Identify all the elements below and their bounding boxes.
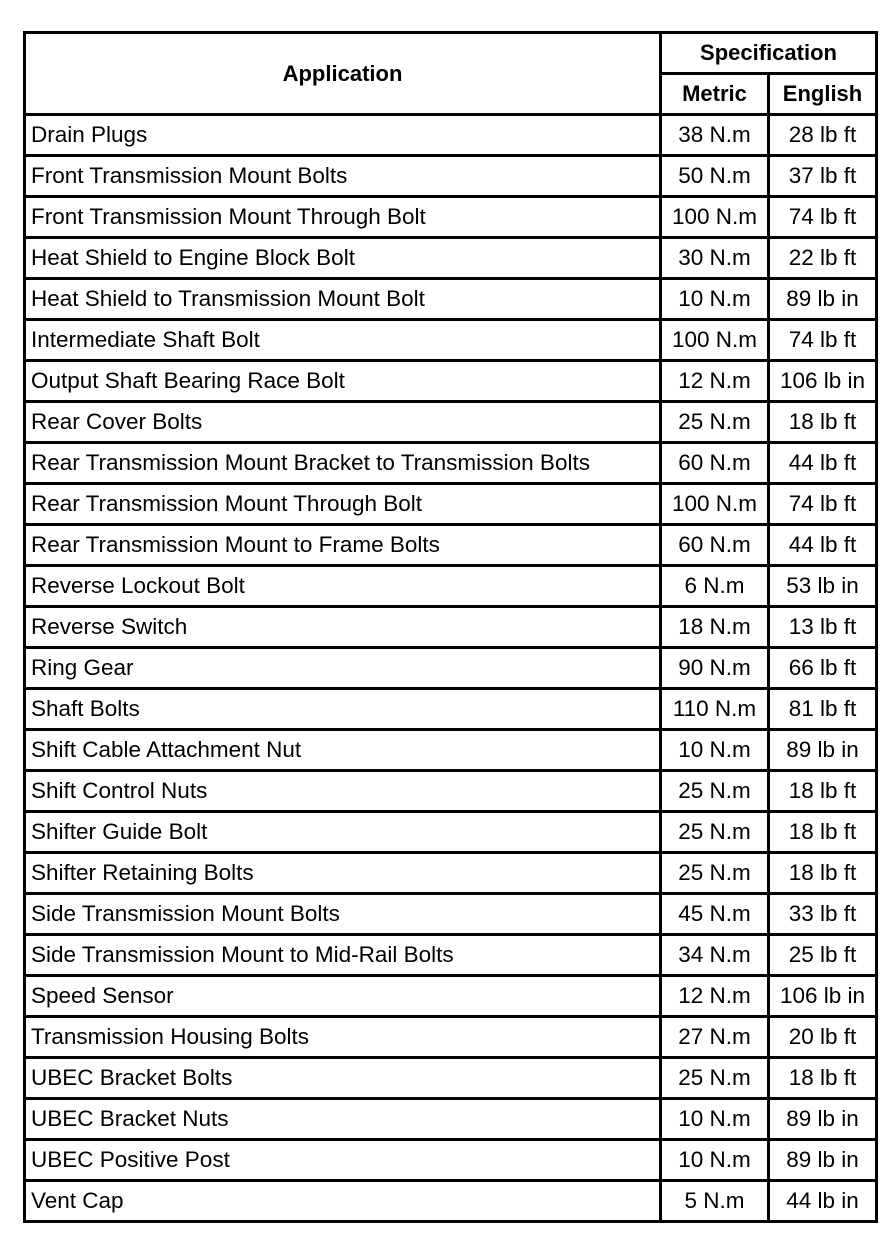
english-value-cell: 18 lb ft xyxy=(769,771,877,812)
application-cell: Drain Plugs xyxy=(25,115,661,156)
english-value-cell: 74 lb ft xyxy=(769,197,877,238)
english-value-cell: 74 lb ft xyxy=(769,320,877,361)
english-value-cell: 25 lb ft xyxy=(769,935,877,976)
english-value-cell: 33 lb ft xyxy=(769,894,877,935)
english-value-cell: 89 lb in xyxy=(769,730,877,771)
metric-value-cell: 38 N.m xyxy=(661,115,769,156)
english-value-cell: 44 lb in xyxy=(769,1181,877,1222)
application-cell: Heat Shield to Engine Block Bolt xyxy=(25,238,661,279)
application-cell: Vent Cap xyxy=(25,1181,661,1222)
metric-value-cell: 100 N.m xyxy=(661,484,769,525)
table-row xyxy=(25,812,877,853)
metric-value-cell: 6 N.m xyxy=(661,566,769,607)
metric-value-cell: 60 N.m xyxy=(661,525,769,566)
metric-value-cell: 25 N.m xyxy=(661,402,769,443)
metric-value-cell: 25 N.m xyxy=(661,1058,769,1099)
english-value-cell: 13 lb ft xyxy=(769,607,877,648)
table-header xyxy=(25,33,877,115)
metric-value-cell: 12 N.m xyxy=(661,361,769,402)
metric-value-cell: 34 N.m xyxy=(661,935,769,976)
table-body xyxy=(25,115,877,1222)
metric-value-cell: 45 N.m xyxy=(661,894,769,935)
application-cell: Reverse Lockout Bolt xyxy=(25,566,661,607)
application-cell: Heat Shield to Transmission Mount Bolt xyxy=(25,279,661,320)
table-row xyxy=(25,1181,877,1222)
english-value-cell: 37 lb ft xyxy=(769,156,877,197)
english-value-cell: 89 lb in xyxy=(769,279,877,320)
table-row xyxy=(25,1140,877,1181)
table-row xyxy=(25,197,877,238)
application-cell: Front Transmission Mount Bolts xyxy=(25,156,661,197)
english-value-cell: 106 lb in xyxy=(769,976,877,1017)
table-row xyxy=(25,1058,877,1099)
application-cell: Shifter Retaining Bolts xyxy=(25,853,661,894)
table-row xyxy=(25,607,877,648)
application-cell: Front Transmission Mount Through Bolt xyxy=(25,197,661,238)
english-header: English xyxy=(769,74,877,115)
application-cell: Reverse Switch xyxy=(25,607,661,648)
table-row xyxy=(25,771,877,812)
table-row xyxy=(25,238,877,279)
english-value-cell: 18 lb ft xyxy=(769,853,877,894)
metric-value-cell: 110 N.m xyxy=(661,689,769,730)
metric-value-cell: 10 N.m xyxy=(661,1099,769,1140)
english-value-cell: 44 lb ft xyxy=(769,443,877,484)
english-value-cell: 44 lb ft xyxy=(769,525,877,566)
application-cell: Ring Gear xyxy=(25,648,661,689)
metric-value-cell: 5 N.m xyxy=(661,1181,769,1222)
application-cell: Rear Transmission Mount Bracket to Transmission Bolts xyxy=(25,443,661,484)
english-value-cell: 66 lb ft xyxy=(769,648,877,689)
metric-value-cell: 10 N.m xyxy=(661,1140,769,1181)
table-row xyxy=(25,525,877,566)
application-cell: Output Shaft Bearing Race Bolt xyxy=(25,361,661,402)
fastener-specification-table xyxy=(23,31,878,1223)
table-row xyxy=(25,648,877,689)
metric-value-cell: 10 N.m xyxy=(661,279,769,320)
table-row xyxy=(25,484,877,525)
english-value-cell: 89 lb in xyxy=(769,1140,877,1181)
metric-value-cell: 25 N.m xyxy=(661,812,769,853)
table-row xyxy=(25,730,877,771)
table-row xyxy=(25,320,877,361)
english-value-cell: 22 lb ft xyxy=(769,238,877,279)
application-cell: Shift Cable Attachment Nut xyxy=(25,730,661,771)
english-value-cell: 53 lb in xyxy=(769,566,877,607)
application-cell: UBEC Bracket Nuts xyxy=(25,1099,661,1140)
metric-value-cell: 60 N.m xyxy=(661,443,769,484)
application-cell: UBEC Bracket Bolts xyxy=(25,1058,661,1099)
table-row xyxy=(25,361,877,402)
metric-value-cell: 18 N.m xyxy=(661,607,769,648)
application-cell: UBEC Positive Post xyxy=(25,1140,661,1181)
table-row xyxy=(25,566,877,607)
application-cell: Rear Transmission Mount Through Bolt xyxy=(25,484,661,525)
table-row xyxy=(25,115,877,156)
metric-value-cell: 90 N.m xyxy=(661,648,769,689)
english-value-cell: 81 lb ft xyxy=(769,689,877,730)
table-row xyxy=(25,1017,877,1058)
metric-value-cell: 25 N.m xyxy=(661,853,769,894)
english-value-cell: 18 lb ft xyxy=(769,402,877,443)
english-value-cell: 89 lb in xyxy=(769,1099,877,1140)
table-row xyxy=(25,935,877,976)
table-row xyxy=(25,976,877,1017)
application-cell: Shifter Guide Bolt xyxy=(25,812,661,853)
specification-header: Specification xyxy=(661,33,877,74)
table-row xyxy=(25,279,877,320)
english-value-cell: 18 lb ft xyxy=(769,812,877,853)
table-row xyxy=(25,894,877,935)
metric-value-cell: 100 N.m xyxy=(661,320,769,361)
application-header: Application xyxy=(25,33,661,115)
application-cell: Speed Sensor xyxy=(25,976,661,1017)
application-cell: Side Transmission Mount to Mid-Rail Bolts xyxy=(25,935,661,976)
english-value-cell: 18 lb ft xyxy=(769,1058,877,1099)
application-cell: Rear Cover Bolts xyxy=(25,402,661,443)
application-cell: Shift Control Nuts xyxy=(25,771,661,812)
metric-value-cell: 100 N.m xyxy=(661,197,769,238)
metric-value-cell: 25 N.m xyxy=(661,771,769,812)
table-row xyxy=(25,689,877,730)
application-cell: Side Transmission Mount Bolts xyxy=(25,894,661,935)
metric-value-cell: 10 N.m xyxy=(661,730,769,771)
table-row xyxy=(25,1099,877,1140)
table-row xyxy=(25,443,877,484)
metric-value-cell: 30 N.m xyxy=(661,238,769,279)
metric-value-cell: 50 N.m xyxy=(661,156,769,197)
metric-value-cell: 12 N.m xyxy=(661,976,769,1017)
table-row xyxy=(25,402,877,443)
table-row xyxy=(25,853,877,894)
metric-value-cell: 27 N.m xyxy=(661,1017,769,1058)
english-value-cell: 106 lb in xyxy=(769,361,877,402)
application-cell: Rear Transmission Mount to Frame Bolts xyxy=(25,525,661,566)
application-cell: Transmission Housing Bolts xyxy=(25,1017,661,1058)
metric-header: Metric xyxy=(661,74,769,115)
table-row xyxy=(25,156,877,197)
english-value-cell: 28 lb ft xyxy=(769,115,877,156)
header-row-top xyxy=(25,33,877,74)
application-cell: Shaft Bolts xyxy=(25,689,661,730)
application-cell: Intermediate Shaft Bolt xyxy=(25,320,661,361)
english-value-cell: 74 lb ft xyxy=(769,484,877,525)
english-value-cell: 20 lb ft xyxy=(769,1017,877,1058)
